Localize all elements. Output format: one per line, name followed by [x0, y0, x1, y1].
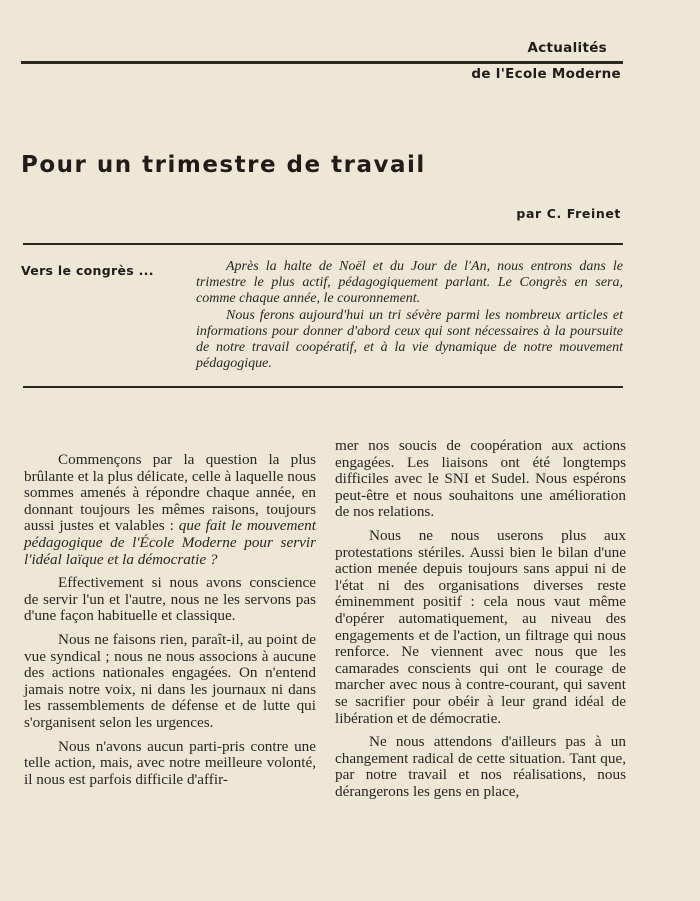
article-title: Pour un trimestre de travail [21, 152, 426, 178]
section-header-line2: de l'Ecole Moderne [471, 66, 621, 82]
section-header-line1: Actualités [527, 40, 607, 56]
body-text: Commençons par la question la plus brûlante et la plus délicate, celle à laquelle nous sommes amenés à répondre chaque année, en donnant toujours les mêmes raisons, toujours aussi justes et valables : [24, 451, 316, 535]
intro-label: Vers le congrès ... [21, 263, 154, 278]
header-rule [21, 61, 623, 64]
body-paragraph: mer nos soucis de coopération aux actions engagées. Les liaisons ont été longtemps difficiles avec le SNI et Sudel. Nous espérons peut-être et nous souhaitons une amélioration de nos relations. [335, 437, 626, 521]
body-paragraph: Nous ne faisons rien, paraît-il, au point de vue syndical ; nous ne nous associons à aucune des actions nationales engagées. On n'entend jamais notre voix, ni dans les journaux ni dans les rassemblements de défense et de lutte qui s'organisent selon les urgences. [24, 630, 316, 731]
intro-top-rule [23, 243, 623, 245]
intro-bottom-rule [23, 386, 623, 388]
body-paragraph: Effectivement si nous avons conscience de servir l'un et l'autre, nous ne les servons pas d'une façon habituelle et classique. [24, 574, 316, 625]
body-column-left [24, 452, 316, 795]
body-paragraph: Nous ne nous userons plus aux protestations stériles. Aussi bien le bilan d'une action menée depuis toujours sans appui ni de l'état ni des organisations diverses reste éminemment positif : cela nous vaut même d'opérer automatiquement, au niveau des engagements et de l'action, un filtrage qui nous renforce. Ne viennent avec nous que les camarades conscients qui ont le courage de marcher avec nous à contre-courant, qui savent se sacrifier pour obéir à leur grand idéal de libération et de démocratie. [335, 526, 626, 727]
body-paragraph: Ne nous attendons d'ailleurs pas à un changement radical de cette situation. Tant que, par notre travail et nos réalisations, nous dérangerons les gens en place, [335, 733, 626, 800]
intro-block [196, 259, 623, 372]
intro-paragraph: Après la halte de Noël et du Jour de l'An, nous entrons dans le trimestre le plus actif, pédagogiquement parlant. Le Congrès en sera, comme chaque année, le couronnement. [196, 259, 623, 307]
intro-paragraph: Nous ferons aujourd'hui un tri sévère parmi les nombreux articles et informations pour donner d'abord ceux qui sont nécessaires à la poursuite de notre travail coopératif, et à la vie dynamique de notre mouvement pédagogique. [196, 307, 623, 372]
body-paragraph [24, 452, 316, 568]
body-paragraph: Nous n'avons aucun parti-pris contre une telle action, mais, avec notre meilleure volonté, il nous est parfois difficile d'affir- [24, 737, 316, 788]
body-emphasis: que fait le mouvement pédagogique de l'École Moderne pour servir l'idéal laïque et la démocratie ? [24, 517, 316, 568]
body-column-right [335, 438, 626, 807]
article-byline: par C. Freinet [516, 206, 621, 221]
